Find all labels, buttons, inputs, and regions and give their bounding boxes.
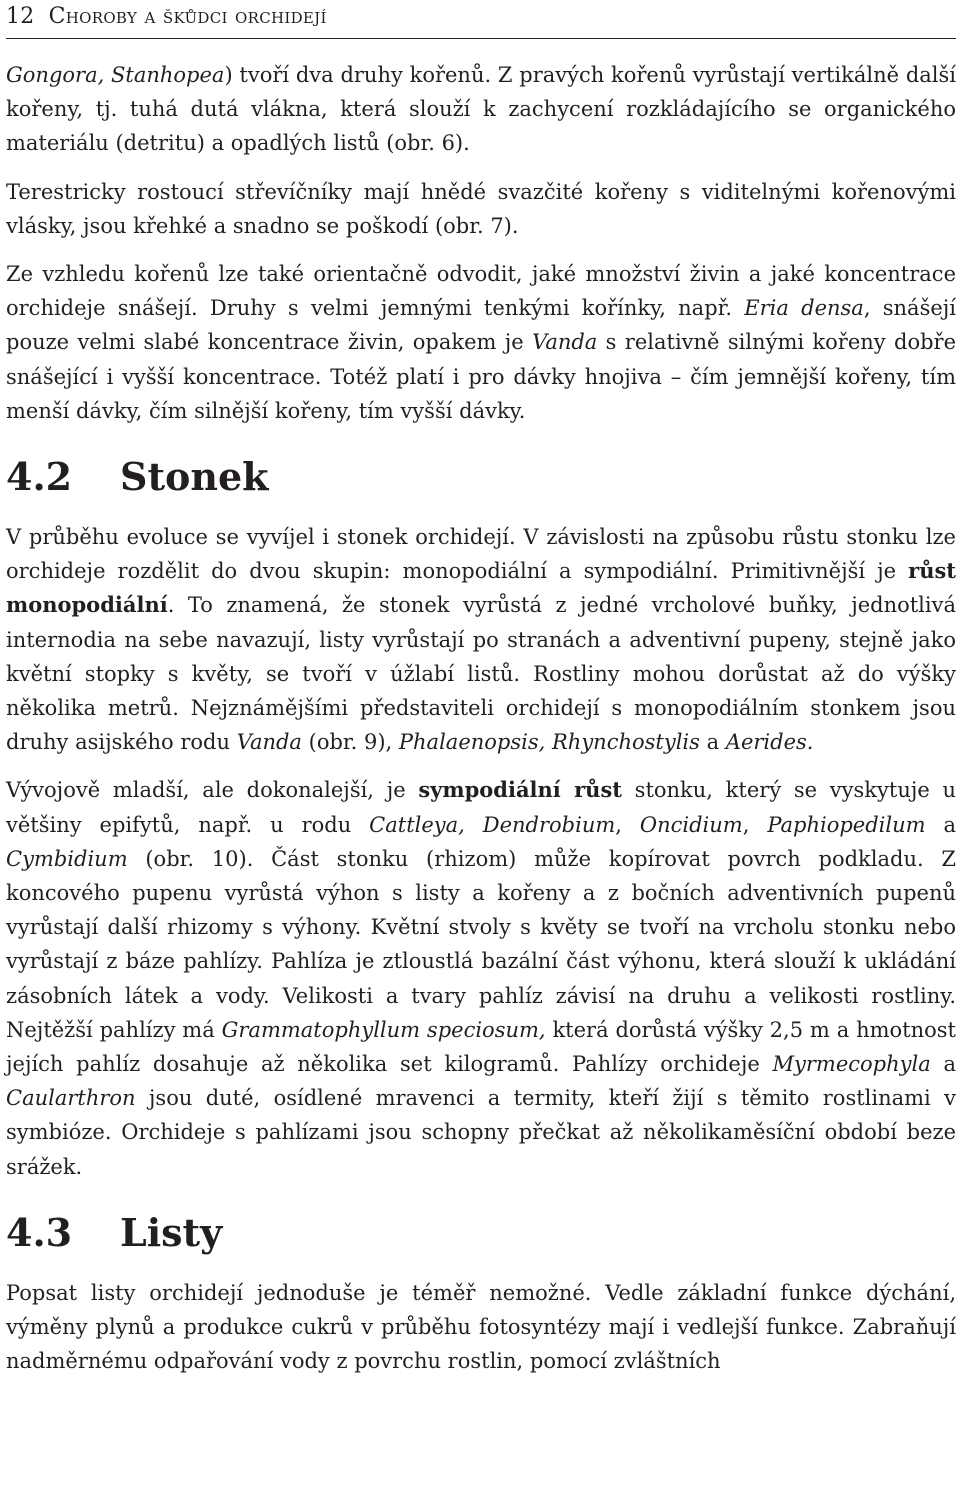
italic-genus: Cymbidium — [6, 846, 128, 871]
italic-genus: Gongora, Stanhopea — [6, 63, 225, 87]
section-title: Stonek — [120, 454, 269, 500]
italic-genus: Caularthron — [6, 1086, 136, 1111]
paragraph-roots-terrestrial: Terestricky rostoucí střevíčníky mají hnědé svazčité kořeny s viditelnými kořenovými vlásky, jsou křehké a snadno se poškodí (obr. 7). — [6, 179, 956, 238]
paragraph-stem-sympodial: Vývojově mladší, ale dokonalejší, je sympodiální růst stonku, který se vyskytuje u většiny epifytů, např. u rodu Cattleya, Dendrobium, Oncidium, Paphiopedilum a Cymbidium (obr. 10). Část stonku (rhizom) může kopírovat povrch podkladu. Z koncového pupenu vyrůstá výhon s listy a kořeny a z bočních adventivních pupenů vyrůstají další rhizomy s výhony. Květní stvoly s květy se tvoří na vrcholu stonku nebo vyrůstají z báze pahlízy. Pahlíza je ztloustlá bazální část výhonu, která slouží k ukládání zásobních látek a vody. Velikosti a tvary pahlíz závisí na druhu a velikosti rostliny. Nejtěžší pahlízy má Grammatophyllum speciosum, která dorůstá výšky 2,5 m a hmotnost jejích pahlíz dosahuje až několika set kilogramů. Pahlízy orchideje Myrmecophyla a Caularthron jsou duté, osídlené mravenci a termity, kteří žijí s těmito rostlinami v symbióze. Orchideje s pahlízami jsou schopny přečkat až několikaměsíční období beze srážek. — [6, 777, 957, 1179]
paragraph-leaves: Popsat listy orchidejí jednoduše je téměř nemožné. Vedle základní funkce dýchání, výměny plynů a produkce cukrů v průběhu fotosyntézy mají i vedlejší funkce. Zabraňují nadměrnému odpařování vody z povrchu rostlin, pomocí zvláštních — [6, 1280, 956, 1374]
running-header — [6, 2, 956, 39]
section-number: 4.3 — [6, 1209, 73, 1255]
section-title: Listy — [120, 1209, 223, 1255]
italic-species: Grammatophyllum speciosum, — [221, 1017, 546, 1042]
italic-species: Eria densa — [744, 296, 864, 321]
italic-genus: Aerides. — [725, 730, 814, 755]
section-number: 4.2 — [6, 454, 73, 500]
italic-genus: Vanda — [236, 730, 302, 755]
italic-genus: Vanda — [532, 330, 598, 355]
italic-genus: Phalaenopsis, Rhynchostylis — [398, 730, 700, 755]
paragraph-roots-concentration: Ze vzhledu kořenů lze také orientačně odvodit, jaké množství živin a jaké koncentrace orchideje snášejí. Druhy s velmi jemnými tenkými kořínky, např. Eria densa, snášejí pouze velmi slabé koncentrace živin, opakem je Vanda s relativně silnými kořeny dobře snášející i vyšší koncentrace. Totéž platí i pro dávky hnojiva – čím jemnější kořeny, tím menší dávky, čím silnější kořeny, tím vyšší dávky. — [6, 262, 956, 423]
paragraph-stem-monopodial: V průběhu evoluce se vyvíjel i stonek orchidejí. V závislosti na způsobu růstu stonku lze orchideje rozdělit do dvou skupin: monopodiální a sympodiální. Primitivnější je růst monopodiální. To znamená, že stonek vyrůstá z jedné vrcholové buňky, jednotlivá internodia na sebe navazují, listy vyrůstají po stranách a adventivní pupeny, stejně jako květní stopky s květy, se tvoří v úžlabí listů. Rostliny mohou dorůstat až do výšky několika metrů. Nejznámějšími představiteli orchidejí s monopodiálním stonkem jsou druhy asijského rodu Vanda (obr. 9), Phalaenopsis, Rhynchostylis a Aerides. — [6, 525, 956, 755]
bold-term: růst monopodiální — [6, 558, 956, 618]
italic-genus: Paphiopedilum — [767, 812, 926, 837]
page-body — [6, 58, 956, 1393]
italic-genus: Oncidium — [639, 812, 743, 837]
italic-genus: Cattleya, Dendrobium — [369, 812, 616, 837]
bold-term: sympodiální růst — [418, 777, 622, 803]
italic-genus: Myrmecophyla — [772, 1052, 931, 1077]
section-heading-listy — [6, 1208, 956, 1258]
section-heading-stonek — [6, 452, 956, 502]
running-title: Choroby a škůdci orchidejí — [48, 4, 327, 29]
page-number: 12 — [6, 4, 35, 29]
paragraph-roots-aerial: Gongora, Stanhopea) tvoří dva druhy kořenů. Z pravých kořenů vyrůstají vertikálně další kořeny, tj. tuhá dutá vlákna, která slouží k zachycení rozkládajícího se organického materiálu (detritu) a opadlých listů (obr. 6). — [6, 63, 956, 156]
